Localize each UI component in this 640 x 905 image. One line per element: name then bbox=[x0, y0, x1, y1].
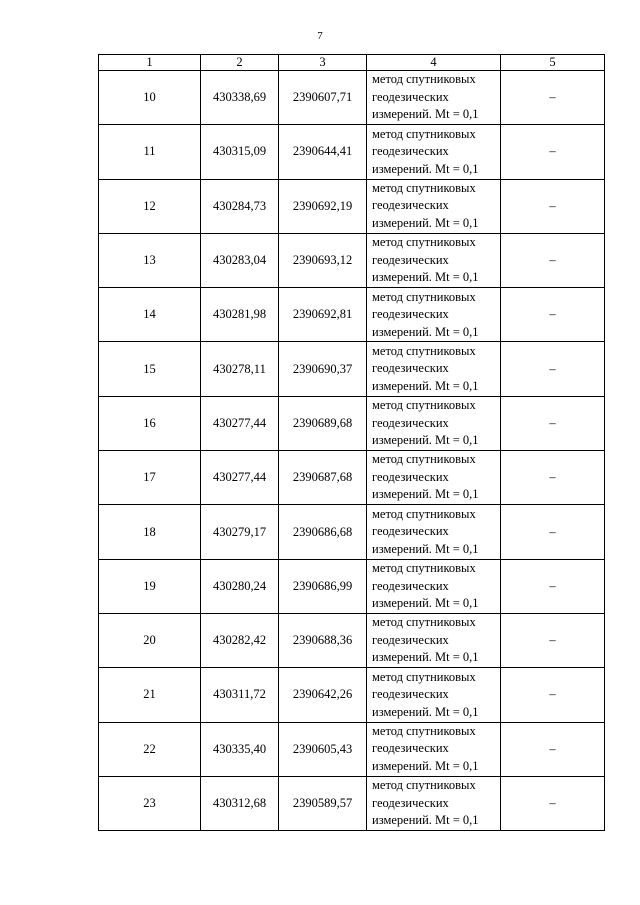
method-cell: метод спутниковых геодезических измерений. Mt = 0,1 bbox=[367, 668, 501, 722]
x-coordinate-cell: 430280,24 bbox=[201, 559, 279, 613]
y-coordinate-cell: 2390644,41 bbox=[279, 125, 367, 179]
method-cell: метод спутниковых геодезических измерений. Mt = 0,1 bbox=[367, 233, 501, 287]
note-cell: – bbox=[501, 776, 605, 830]
table-row bbox=[99, 668, 605, 722]
y-coordinate-cell: 2390688,36 bbox=[279, 613, 367, 667]
note-cell: – bbox=[501, 288, 605, 342]
method-cell: метод спутниковых геодезических измерений. Mt = 0,1 bbox=[367, 451, 501, 505]
point-number-cell: 15 bbox=[99, 342, 201, 396]
note-cell: – bbox=[501, 342, 605, 396]
y-coordinate-cell: 2390692,81 bbox=[279, 288, 367, 342]
y-coordinate-cell: 2390689,68 bbox=[279, 396, 367, 450]
table-row bbox=[99, 125, 605, 179]
x-coordinate-cell: 430283,04 bbox=[201, 233, 279, 287]
note-cell: – bbox=[501, 125, 605, 179]
x-coordinate-cell: 430281,98 bbox=[201, 288, 279, 342]
x-coordinate-cell: 430278,11 bbox=[201, 342, 279, 396]
column-header-4: 4 bbox=[367, 55, 501, 71]
method-cell: метод спутниковых геодезических измерений. Mt = 0,1 bbox=[367, 396, 501, 450]
table-row bbox=[99, 559, 605, 613]
method-cell: метод спутниковых геодезических измерений. Mt = 0,1 bbox=[367, 722, 501, 776]
point-number-cell: 13 bbox=[99, 233, 201, 287]
method-cell: метод спутниковых геодезических измерений. Mt = 0,1 bbox=[367, 71, 501, 125]
point-number-cell: 10 bbox=[99, 71, 201, 125]
method-cell: метод спутниковых геодезических измерений. Mt = 0,1 bbox=[367, 342, 501, 396]
note-cell: – bbox=[501, 559, 605, 613]
y-coordinate-cell: 2390607,71 bbox=[279, 71, 367, 125]
point-number-cell: 12 bbox=[99, 179, 201, 233]
x-coordinate-cell: 430312,68 bbox=[201, 776, 279, 830]
column-header-3: 3 bbox=[279, 55, 367, 71]
column-header-1: 1 bbox=[99, 55, 201, 71]
note-cell: – bbox=[501, 668, 605, 722]
point-number-cell: 23 bbox=[99, 776, 201, 830]
method-cell: метод спутниковых геодезических измерений. Mt = 0,1 bbox=[367, 559, 501, 613]
x-coordinate-cell: 430277,44 bbox=[201, 451, 279, 505]
table-body bbox=[99, 71, 605, 831]
method-cell: метод спутниковых геодезических измерений. Mt = 0,1 bbox=[367, 179, 501, 233]
y-coordinate-cell: 2390692,19 bbox=[279, 179, 367, 233]
table-row bbox=[99, 71, 605, 125]
y-coordinate-cell: 2390589,57 bbox=[279, 776, 367, 830]
y-coordinate-cell: 2390642,26 bbox=[279, 668, 367, 722]
x-coordinate-cell: 430277,44 bbox=[201, 396, 279, 450]
method-cell: метод спутниковых геодезических измерений. Mt = 0,1 bbox=[367, 288, 501, 342]
table-row bbox=[99, 179, 605, 233]
point-number-cell: 19 bbox=[99, 559, 201, 613]
table-row bbox=[99, 396, 605, 450]
note-cell: – bbox=[501, 451, 605, 505]
table-row bbox=[99, 776, 605, 830]
table-row bbox=[99, 233, 605, 287]
point-number-cell: 18 bbox=[99, 505, 201, 559]
table-header-row bbox=[99, 55, 605, 71]
note-cell: – bbox=[501, 505, 605, 559]
point-number-cell: 14 bbox=[99, 288, 201, 342]
x-coordinate-cell: 430284,73 bbox=[201, 179, 279, 233]
x-coordinate-cell: 430338,69 bbox=[201, 71, 279, 125]
note-cell: – bbox=[501, 613, 605, 667]
table-row bbox=[99, 342, 605, 396]
point-number-cell: 11 bbox=[99, 125, 201, 179]
method-cell: метод спутниковых геодезических измерений. Mt = 0,1 bbox=[367, 505, 501, 559]
y-coordinate-cell: 2390686,68 bbox=[279, 505, 367, 559]
note-cell: – bbox=[501, 722, 605, 776]
x-coordinate-cell: 430282,42 bbox=[201, 613, 279, 667]
table-row bbox=[99, 722, 605, 776]
y-coordinate-cell: 2390605,43 bbox=[279, 722, 367, 776]
point-number-cell: 22 bbox=[99, 722, 201, 776]
y-coordinate-cell: 2390693,12 bbox=[279, 233, 367, 287]
table-row bbox=[99, 451, 605, 505]
y-coordinate-cell: 2390686,99 bbox=[279, 559, 367, 613]
point-number-cell: 16 bbox=[99, 396, 201, 450]
note-cell: – bbox=[501, 396, 605, 450]
table-row bbox=[99, 613, 605, 667]
y-coordinate-cell: 2390687,68 bbox=[279, 451, 367, 505]
table-row bbox=[99, 505, 605, 559]
point-number-cell: 17 bbox=[99, 451, 201, 505]
x-coordinate-cell: 430279,17 bbox=[201, 505, 279, 559]
column-header-5: 5 bbox=[501, 55, 605, 71]
x-coordinate-cell: 430335,40 bbox=[201, 722, 279, 776]
column-header-2: 2 bbox=[201, 55, 279, 71]
method-cell: метод спутниковых геодезических измерений. Mt = 0,1 bbox=[367, 776, 501, 830]
x-coordinate-cell: 430311,72 bbox=[201, 668, 279, 722]
note-cell: – bbox=[501, 71, 605, 125]
coordinates-table bbox=[98, 54, 605, 831]
point-number-cell: 20 bbox=[99, 613, 201, 667]
method-cell: метод спутниковых геодезических измерений. Mt = 0,1 bbox=[367, 613, 501, 667]
point-number-cell: 21 bbox=[99, 668, 201, 722]
y-coordinate-cell: 2390690,37 bbox=[279, 342, 367, 396]
x-coordinate-cell: 430315,09 bbox=[201, 125, 279, 179]
page-number: 7 bbox=[317, 30, 323, 42]
note-cell: – bbox=[501, 233, 605, 287]
method-cell: метод спутниковых геодезических измерений. Mt = 0,1 bbox=[367, 125, 501, 179]
note-cell: – bbox=[501, 179, 605, 233]
table-row bbox=[99, 288, 605, 342]
